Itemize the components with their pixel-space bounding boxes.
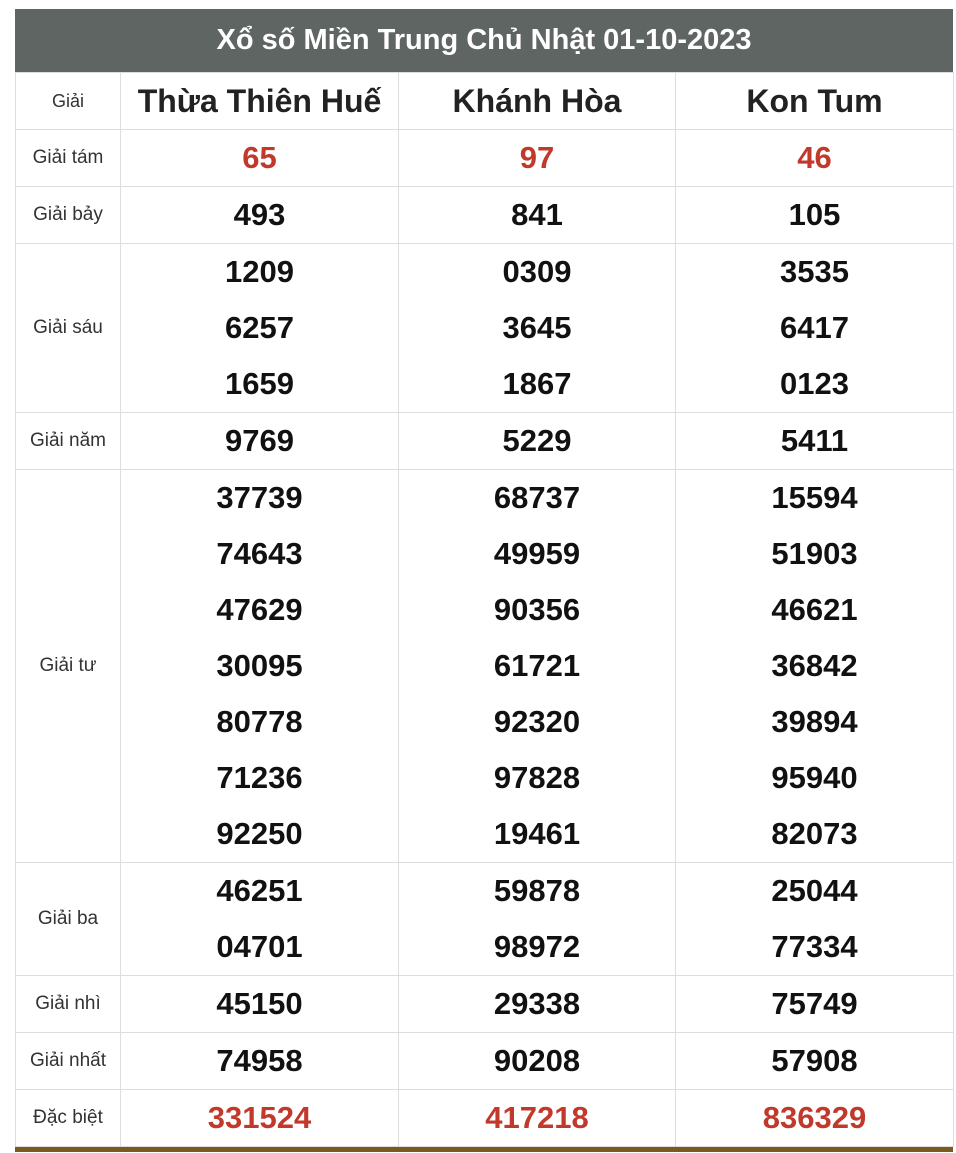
winning-number: 5411 xyxy=(780,423,849,458)
result-cell xyxy=(121,413,399,470)
prize-column-header: Giải xyxy=(16,73,121,130)
result-cell xyxy=(121,863,399,976)
result-cell xyxy=(121,1090,399,1147)
table-body xyxy=(16,130,954,1147)
winning-number: 51903 xyxy=(771,536,858,571)
winning-number: 1867 xyxy=(502,366,572,401)
winning-number: 95940 xyxy=(771,760,858,795)
winning-number: 15594 xyxy=(771,480,858,515)
result-cell xyxy=(121,244,399,413)
winning-number: 3535 xyxy=(780,254,849,289)
winning-number: 77334 xyxy=(771,929,858,964)
winning-number: 493 xyxy=(233,197,286,232)
winning-number: 30095 xyxy=(216,648,303,683)
result-cell xyxy=(399,187,676,244)
result-cell xyxy=(676,470,954,863)
province-header[interactable]: Khánh Hòa xyxy=(399,73,676,130)
table-row xyxy=(16,1090,954,1147)
winning-number: 9769 xyxy=(225,423,294,458)
winning-number: 97828 xyxy=(493,760,581,795)
province-header[interactable]: Kon Tum xyxy=(676,73,954,130)
result-cell xyxy=(399,413,676,470)
winning-number: 25044 xyxy=(771,873,858,908)
result-cell xyxy=(121,1033,399,1090)
result-cell xyxy=(676,130,954,187)
winning-number: 57908 xyxy=(771,1043,858,1078)
winning-number: 92320 xyxy=(493,704,581,739)
result-cell xyxy=(399,1090,676,1147)
result-cell xyxy=(399,863,676,976)
lottery-results xyxy=(15,9,953,1152)
results-table xyxy=(15,72,954,1147)
winning-number: 836329 xyxy=(762,1100,867,1135)
prize-label: Giải tư xyxy=(16,470,121,863)
result-cell xyxy=(676,976,954,1033)
winning-number: 0309 xyxy=(502,254,572,289)
winning-number: 331524 xyxy=(207,1100,312,1135)
prize-label: Giải sáu xyxy=(16,244,121,413)
result-cell xyxy=(676,187,954,244)
table-row xyxy=(16,244,954,413)
winning-number: 45150 xyxy=(216,986,303,1021)
winning-number: 68737 xyxy=(493,480,581,515)
winning-number: 80778 xyxy=(216,704,303,739)
winning-number: 1209 xyxy=(225,254,294,289)
table-row xyxy=(16,470,954,863)
winning-number: 39894 xyxy=(771,704,858,739)
winning-number: 0123 xyxy=(780,366,849,401)
winning-number: 90356 xyxy=(493,592,581,627)
prize-label: Giải nhì xyxy=(16,976,121,1033)
winning-number: 74643 xyxy=(216,536,303,571)
table-header xyxy=(16,73,954,130)
result-cell xyxy=(676,863,954,976)
prize-label: Giải ba xyxy=(16,863,121,976)
result-cell xyxy=(399,470,676,863)
winning-number: 65 xyxy=(242,140,277,175)
result-cell xyxy=(399,1033,676,1090)
result-cell xyxy=(121,470,399,863)
prize-label: Giải tám xyxy=(16,130,121,187)
table-row xyxy=(16,187,954,244)
winning-number: 61721 xyxy=(493,648,581,683)
winning-number: 47629 xyxy=(216,592,303,627)
result-cell xyxy=(399,130,676,187)
province-header[interactable]: Thừa Thiên Huế xyxy=(121,73,399,130)
result-cell xyxy=(121,187,399,244)
prize-label: Giải bảy xyxy=(16,187,121,244)
winning-number: 5229 xyxy=(502,423,572,458)
header-row xyxy=(16,73,954,130)
result-cell xyxy=(399,976,676,1033)
result-cell xyxy=(676,1090,954,1147)
bottom-divider xyxy=(15,1147,953,1152)
winning-number: 6257 xyxy=(225,310,294,345)
winning-number: 74958 xyxy=(216,1043,303,1078)
result-cell xyxy=(676,244,954,413)
table-row xyxy=(16,976,954,1033)
result-cell xyxy=(121,130,399,187)
winning-number: 75749 xyxy=(771,986,858,1021)
results-title: Xổ số Miền Trung Chủ Nhật 01-10-2023 xyxy=(15,9,953,72)
winning-number: 19461 xyxy=(493,816,581,851)
winning-number: 29338 xyxy=(493,986,581,1021)
winning-number: 97 xyxy=(519,140,555,175)
winning-number: 82073 xyxy=(771,816,858,851)
winning-number: 59878 xyxy=(493,873,581,908)
winning-number: 71236 xyxy=(216,760,303,795)
winning-number: 92250 xyxy=(216,816,303,851)
prize-label: Giải năm xyxy=(16,413,121,470)
result-cell xyxy=(399,244,676,413)
prize-label: Đặc biệt xyxy=(16,1090,121,1147)
result-cell xyxy=(121,976,399,1033)
winning-number: 37739 xyxy=(216,480,303,515)
winning-number: 49959 xyxy=(493,536,581,571)
table-row xyxy=(16,863,954,976)
winning-number: 1659 xyxy=(225,366,294,401)
table-row xyxy=(16,130,954,187)
table-row xyxy=(16,1033,954,1090)
winning-number: 36842 xyxy=(771,648,858,683)
winning-number: 46 xyxy=(797,140,832,175)
winning-number: 04701 xyxy=(216,929,303,964)
winning-number: 46621 xyxy=(771,592,858,627)
winning-number: 3645 xyxy=(502,310,572,345)
winning-number: 105 xyxy=(788,197,841,232)
winning-number: 841 xyxy=(511,197,563,232)
table-row xyxy=(16,413,954,470)
result-cell xyxy=(676,1033,954,1090)
prize-label: Giải nhất xyxy=(16,1033,121,1090)
winning-number: 6417 xyxy=(780,310,849,345)
winning-number: 90208 xyxy=(493,1043,581,1078)
winning-number: 98972 xyxy=(493,929,581,964)
result-cell xyxy=(676,413,954,470)
winning-number: 417218 xyxy=(485,1100,589,1135)
winning-number: 46251 xyxy=(216,873,303,908)
